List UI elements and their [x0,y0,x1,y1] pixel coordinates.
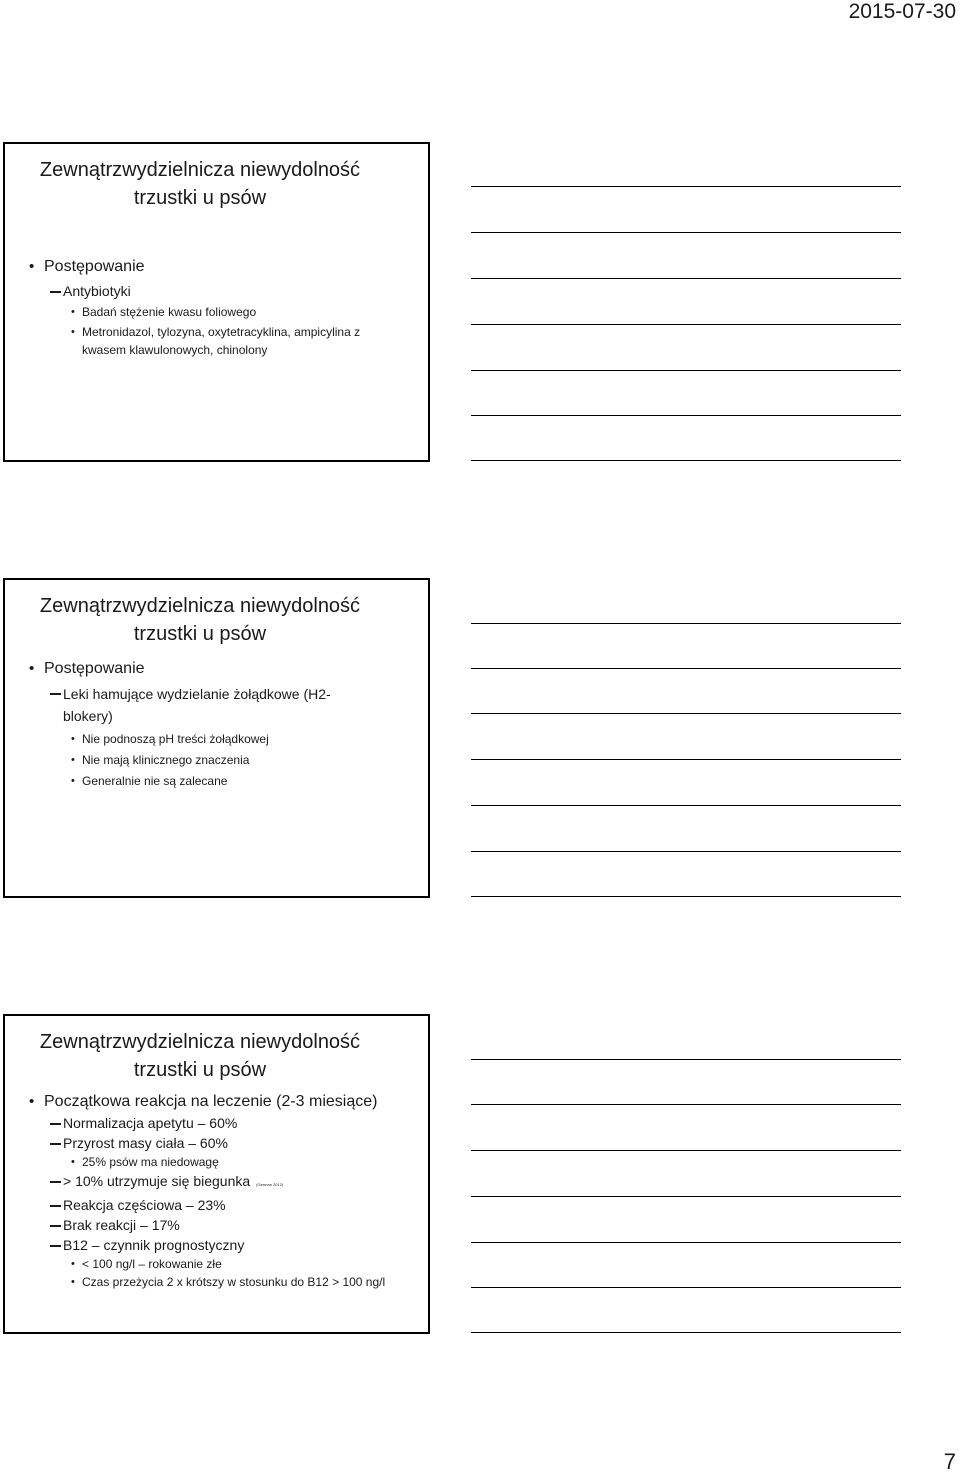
print-date: 2015-07-30 [848,0,956,23]
bullet-level-3: • Badań stężenie kwasu foliowego [29,303,414,321]
note-line [471,623,901,624]
bullet-level-2: Normalizacja apetytu – 60% [29,1113,414,1133]
bullet-text: > 10% utrzymuje się biegunka [63,1173,251,1189]
slide-1 [3,142,430,462]
note-line [471,278,901,279]
slide-3 [3,1014,430,1334]
bullet-level-2: Brak reakcji – 17% [29,1215,414,1235]
bullet-level-3: • 25% psów ma niedowagę [29,1153,414,1171]
note-line [471,713,901,714]
note-line [471,415,901,416]
note-line [471,460,901,461]
note-line [471,851,901,852]
slide-2 [3,578,430,898]
bullet-level-3: • Metronidazol, tylozyna, oxytetracyklina, ampicylina z kwasem klawulonowych, chinolony [29,323,402,359]
bullet-level-1: • Postępowanie [29,256,414,277]
note-line [471,1196,901,1197]
note-line [471,1150,901,1151]
slide-title: Zewnątrzwydzielnicza niewydolność trzustki u psów [39,1031,361,1081]
note-line [471,232,901,233]
note-line [471,1332,901,1333]
note-line [471,186,901,187]
note-line [471,370,901,371]
slide-title: Zewnątrzwydzielnicza niewydolność trzustki u psów [39,595,361,645]
note-line [471,759,901,760]
note-line [471,1059,901,1060]
bullet-level-1: • Początkowa reakcja na leczenie (2-3 miesiące) [29,1091,414,1112]
bullet-level-2 [29,1171,414,1195]
slide-body [29,1091,414,1291]
bullet-level-2: Antybiotyki [29,281,414,301]
note-line [471,1287,901,1288]
bullet-level-3: • Nie mają klinicznego znaczenia [29,750,414,771]
bullet-level-3: • Nie podnoszą pH treści żołądkowej [29,729,414,750]
note-line [471,805,901,806]
citation-reference: (German 2012) [256,1182,284,1187]
bullet-level-3: • Generalnie nie są zalecane [29,771,414,792]
bullet-level-1: • Postępowanie [29,658,414,679]
bullet-level-2: Przyrost masy ciała – 60% [29,1133,414,1153]
bullet-level-3: • Czas przeżycia 2 x krótszy w stosunku do B12 > 100 ng/l [29,1273,414,1291]
page-number: 7 [943,1449,956,1474]
bullet-level-2: Reakcja częściowa – 23% [29,1195,414,1215]
note-line [471,324,901,325]
bullet-level-3: • < 100 ng/l – rokowanie złe [29,1255,414,1273]
note-line [471,668,901,669]
note-line [471,1104,901,1105]
note-line [471,896,901,897]
bullet-level-2: B12 – czynnik prognostyczny [29,1235,414,1255]
slide-body [29,658,414,792]
slide-body [29,256,414,359]
bullet-level-2: Leki hamujące wydzielanie żołądkowe (H2-blokery) [29,683,353,727]
note-line [471,1242,901,1243]
slide-title: Zewnątrzwydzielnicza niewydolność trzustki u psów [39,159,361,209]
